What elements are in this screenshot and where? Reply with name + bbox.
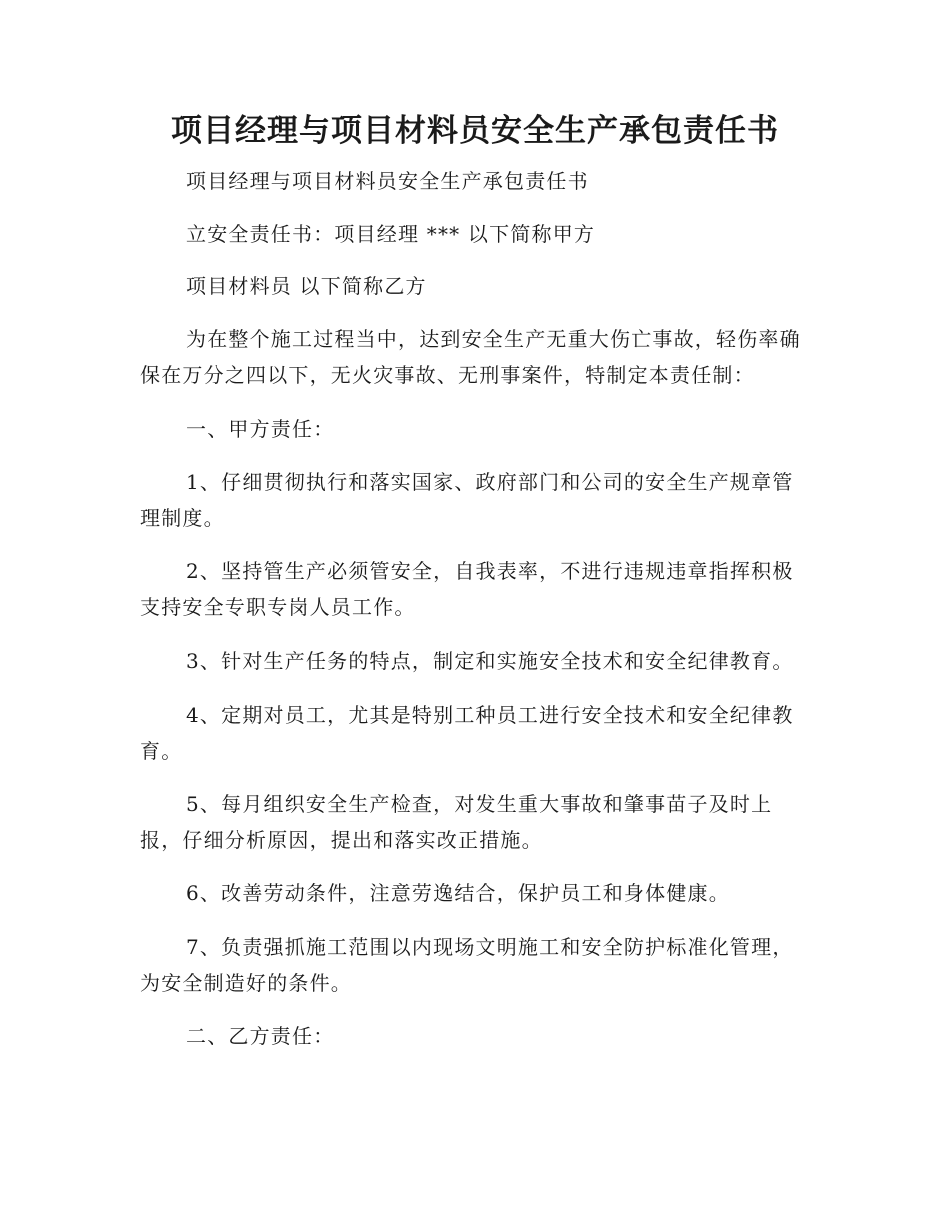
list-item-4: 4、定期对员工，尤其是特别工种员工进行安全技术和安全纪律教育。: [140, 703, 794, 763]
section-heading-party-a: 一、甲方责任：: [186, 417, 335, 441]
list-item-7: 7、负责强抓施工范围以内现场文明施工和安全防护标准化管理，为安全制造好的条件。: [140, 935, 794, 995]
paragraph-purpose: 为在整个施工过程当中，达到安全生产无重大伤亡事故，轻伤率确保在万分之四以下，无火灾事故、无刑事案件，特制定本责任制：: [140, 327, 801, 387]
list-item-2: 2、坚持管生产必须管安全，自我表率，不进行违规违章指挥积极支持安全专职专岗人员工作。: [140, 559, 794, 619]
list-item-5: 5、每月组织安全生产检查，对发生重大事故和肇事苗子及时上报，仔细分析原因，提出和落实改正措施。: [140, 792, 773, 852]
list-item-6: 6、改善劳动条件，注意劳逸结合，保护员工和身体健康。: [186, 881, 730, 905]
document-title: 项目经理与项目材料员安全生产承包责任书: [171, 113, 779, 149]
paragraph-subtitle: 项目经理与项目材料员安全生产承包责任书: [186, 169, 589, 193]
paragraph-party-a: 立安全责任书：项目经理 *** 以下简称甲方: [186, 222, 596, 246]
list-item-1: 1、仔细贯彻执行和落实国家、政府部门和公司的安全生产规章管理制度。: [140, 470, 794, 530]
paragraph-party-b: 项目材料员 以下简称乙方: [186, 274, 427, 298]
section-heading-party-b: 二、乙方责任：: [186, 1024, 335, 1048]
list-item-3: 3、针对生产任务的特点，制定和实施安全技术和安全纪律教育。: [186, 649, 794, 673]
